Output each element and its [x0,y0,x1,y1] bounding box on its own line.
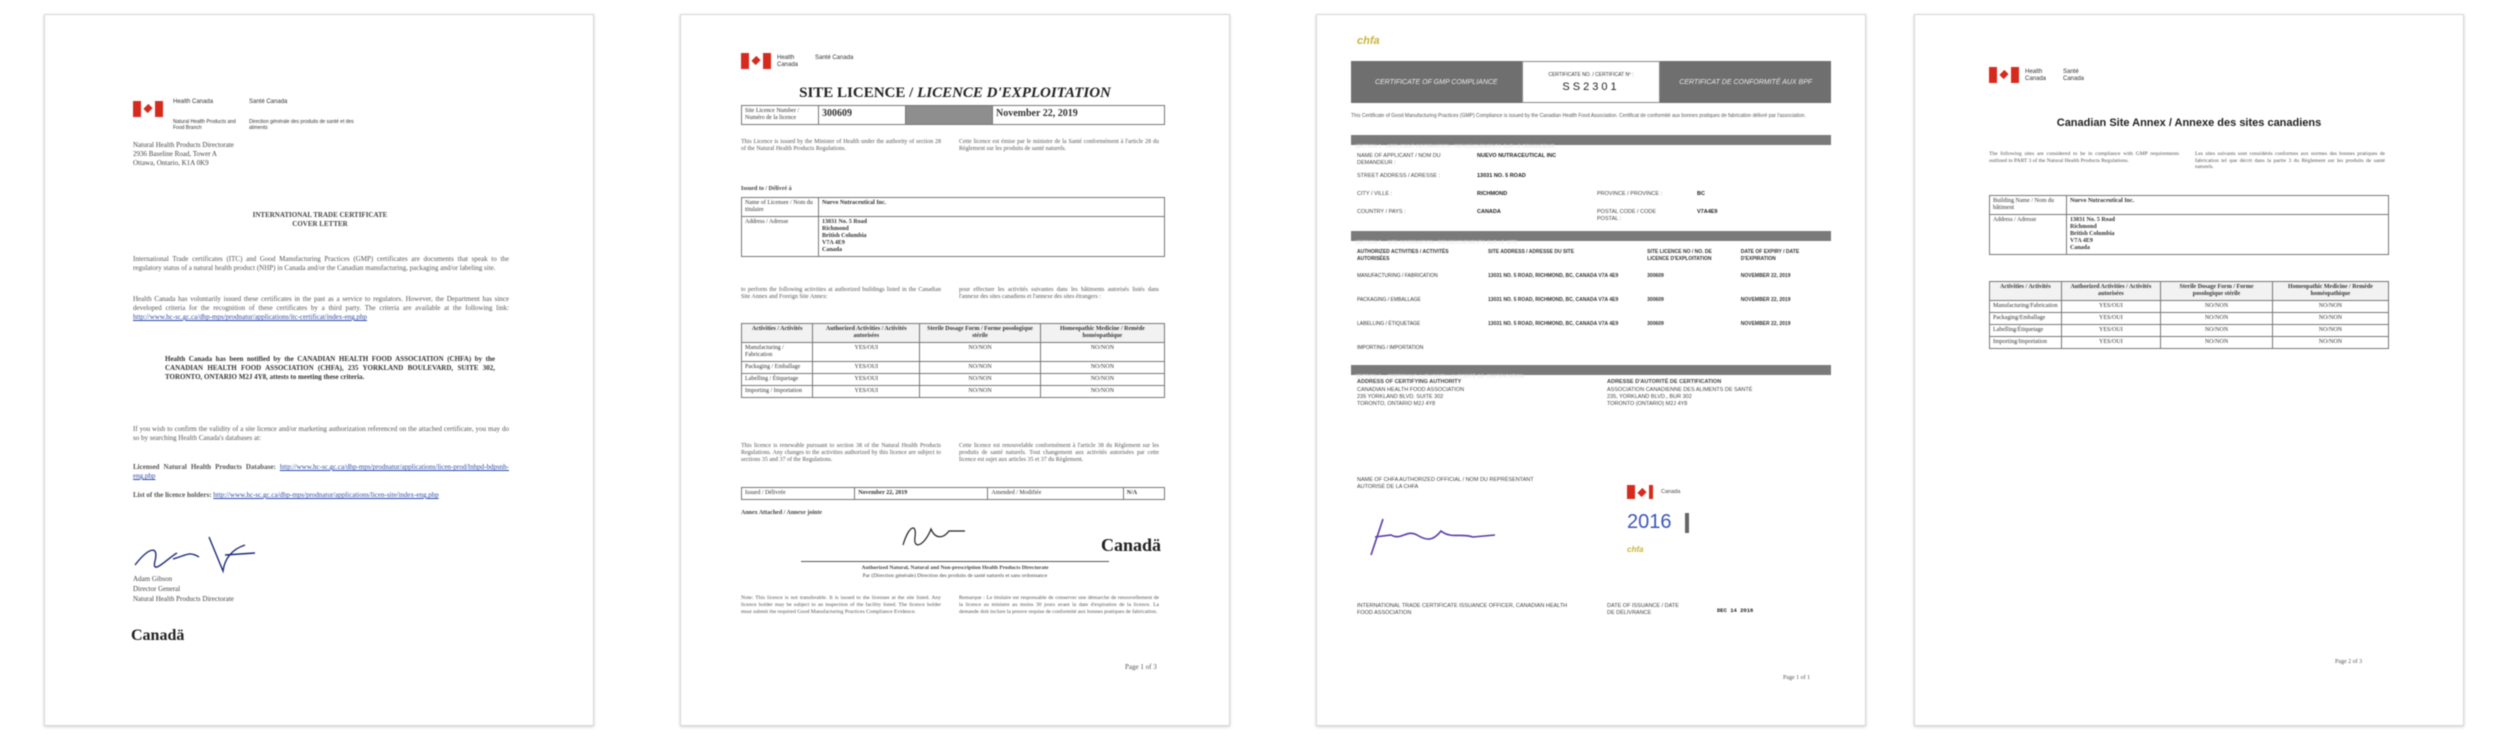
licence-title-en: SITE LICENCE / [799,85,918,101]
section-1-bar [1351,135,1831,150]
building-name: Nuevo Nutraceutical Inc. [2067,196,2389,215]
signer-name: Adam Gibson [133,575,173,583]
site-cell: 13031 NO. 5 ROAD, RICHMOND, BC, CANADA V7A 4E9 [1488,273,1619,279]
table-row [742,362,1165,374]
canada-wordmark: Canadä [131,627,185,644]
table-row [742,343,1165,362]
annex-activities-header-0: Activities / Activités [1990,282,2062,301]
licence-header-table [741,105,1165,125]
letter-title: INTERNATIONAL TRADE CERTIFICATE COVER LETTER [252,211,388,228]
chfa-small-logo: chfa [1627,545,1644,554]
country-value: CANADA [1477,209,1501,215]
table-row [1990,301,2389,313]
dept-name-en: Health Canada [777,55,799,68]
licence-activities-header-3: Homeopathic Medicine / Remède homéopathique [1040,324,1164,343]
official-label: NAME OF CHFA AUTHORIZED OFFICIAL / NOM DU REPRÉSENTANT AUTORISÉ DE LA CHFA [1357,477,1534,490]
licence-activities-cell: YES/OUI [813,386,920,398]
section-3-title: SECTION 3 – CERTIFYING AUTHORITY / AUTORITÉ DE CERTIFICATION [1355,374,1524,380]
site-licence-page [680,14,1230,726]
annex-activities-cell: Manufacturing/Fabrication [1990,301,2062,313]
certificate-header-band [1351,61,1831,103]
licence-activities-cell: NO/NON [1040,343,1164,362]
issuance-officer: INTERNATIONAL TRADE CERTIFICATE ISSUANCE OFFICER, CANADIAN HEALTH FOOD ASSOCIATION [1357,603,1568,616]
site-cell: NOVEMBER 22, 2019 [1740,297,1791,303]
site-cell: MANUFACTURING / FABRICATION [1357,273,1438,279]
certificate-intro: This Certificate of Good Manufacturing Practices (GMP) Compliance is issued by the Canadian Health Food Association. Certificat de conformité aux bonnes pratiques de fabrication délivré par l'association. [1351,113,1806,119]
chfa-logo: chfa [1357,35,1380,47]
issued-label: Issued / Délivrée [742,488,855,500]
annex-activities-header-2: Sterile Dosage Form / Forme posologique stérile [2161,282,2273,301]
dept-name-fr: Santé Canada [249,99,288,105]
annex-address: 13031 No. 5 Road Richmond British Columbia V7A 4E9 Canada [2067,215,2389,255]
postal-value: V7A4E9 [1697,209,1718,215]
director-signature [129,527,279,577]
licence-activities-cell: NO/NON [1040,386,1164,398]
annex-activities-cell: YES/OUI [2061,313,2160,325]
auth-text-en: to perform the following activities at authorized buildings listed in the Canadian Site Annex and Foreign Site Annex: [741,287,941,300]
criteria-link[interactable]: http://www.hc-sc.gc.ca/dhp-mps/prodnatur/applications/itc-certificat/index-eng.php [133,313,367,321]
postal-label: POSTAL CODE / CODE POSTAL : [1597,209,1656,222]
lnhpd-label: Licensed Natural Health Products Database: [133,463,276,471]
licensee-name: Nuevo Nutraceutical Inc. [819,198,1165,217]
licence-activities-cell: NO/NON [1040,374,1164,386]
stamp-mark [1685,513,1689,533]
licence-holders-reference [133,491,509,500]
annex-activities-cell: Labelling/Étiquetage [1990,325,2062,337]
authority-left-address: CANADIAN HEALTH FOOD ASSOCIATION 235 YORKLAND BLVD. SUITE 302 TORONTO, ONTARIO M2J 4Y8 [1357,387,1465,407]
annex-activities-cell: YES/OUI [2061,337,2160,349]
licence-activities-cell: NO/NON [920,362,1041,374]
lnhpd-reference [133,463,509,481]
licence-activities-cell: NO/NON [920,374,1041,386]
annex-title: Canadian Site Annex / Annexe des sites canadiens [2056,117,2322,129]
intro-en: This Licence is issued by the Minister of Health under the authority of section 28 of the Natural Health Products Regulations. [741,139,941,152]
certificate-number-box [1522,61,1661,103]
table-row [742,374,1165,386]
amended-label: Amended / Modifiée [988,488,1123,500]
annex-activities-cell: NO/NON [2272,301,2388,313]
certificate-number-label: CERTIFICATE NO. / CERTIFICAT Nº : [1548,71,1634,78]
annex-activities-cell: NO/NON [2161,313,2273,325]
annex-activities-cell: NO/NON [2161,325,2273,337]
dept-name-en: Health Canada [173,99,214,105]
canada-flag-icon [1627,485,1653,499]
dept-name-fr: Santé Canada [2063,69,2085,82]
province-label: PROVINCE / PROVINCE : [1597,191,1663,197]
annex-note: Annex Attached / Annexe jointe [741,510,822,516]
licence-holders-label: List of the licence holders: [133,491,212,499]
issuance-date-label: DATE OF ISSUANCE / DATE DE DÉLIVRANCE [1607,603,1679,616]
table-row [1990,325,2389,337]
annex-activities-table [1989,281,2389,349]
street-label: STREET ADDRESS / ADRESSE : [1357,173,1441,179]
site-cell: 13031 NO. 5 ROAD, RICHMOND, BC, CANADA V7A 4E9 [1488,321,1619,327]
licence-activities-cell: Manufacturing / Fabrication [742,343,813,362]
licence-activities-cell: Packaging / Emballage [742,362,813,374]
terms-fr: Cette licence est renouvelable conformément à l'article 38 du Règlement sur les produits de santé naturels. Tout changement aux activités autorisées par cette licence est sujet aux articles 35 et 37 du Règlement. [959,443,1159,463]
signature-caption-en: Authorized Natural, Natural and Non-prescription Health Products Directorate [861,565,1049,571]
header-left: CERTIFICATE OF GMP COMPLIANCE [1351,61,1522,103]
signer-title: Director General [133,585,181,593]
site-row [1357,321,1825,339]
annex-intro-en: The following sites are considered to be in compliance with GMP requirements outlined in PART 3 of the Natural Health Products Regulations. [1989,151,2179,164]
licence-activities-cell: YES/OUI [813,374,920,386]
canada-flag-icon [741,53,771,69]
licensee-label: Name of Licensee / Nom du titulaire [742,198,819,217]
chfa-official-signature [1361,511,1501,561]
licence-holders-link[interactable]: http://www.hc-sc.gc.ca/dhp-mps/prodnatur/applications/licen-site/index-eng.php [213,491,439,499]
site-cell: 300609 [1647,273,1664,279]
authority-right-address: ASSOCIATION CANADIENNE DES ALIMENTS DE SANTÉ 235, YORKLAND BLVD., BUR 302 TORONTO (ONTARIO) M2J 4Y8 [1607,387,1753,407]
note-fr: Remarque : Le titulaire est responsable de conserver une démarche de renouvellement de la licence au ministre au moins 30 jours avant la date d'expiration de la licence. La demande doit inclure la preuve requise de conformité aux bonnes pratiques de fabrication. [959,595,1159,615]
paragraph-criteria [133,295,509,322]
issued-to-label: Issued to / Délivré à [741,186,792,192]
annex-activities-cell: NO/NON [2161,301,2273,313]
branch-name-fr: Direction générale des produits de santé et des aliments [249,119,354,131]
annex-activities-cell: Importing/Importation [1990,337,2062,349]
licence-activities-cell: NO/NON [1040,362,1164,374]
issue-year-stamp: 2016 [1627,511,1672,533]
annex-activities-header-3: Homeopathic Medicine / Remède homéopathique [2272,282,2388,301]
street-value: 13031 NO. 5 ROAD [1477,173,1526,179]
licence-activities-cell: NO/NON [920,386,1041,398]
branch-name-en: Natural Health Products and Food Branch [173,119,236,131]
note-en: Note: This licence is not transferable. It is issued to the licensee at the site listed. Any licence holder may be subject to an inspection of the facility listed. The licence holder must submit the required Good Manufacturing Practices Compliance Evidence. [741,595,941,615]
certificate-number: SS2301 [1562,80,1620,93]
dept-name-fr: Santé Canada [815,55,854,61]
intro-fr: Cette licence est émise par le ministre de la Santé conformément à l'article 28 du Règlement sur les produits de santé naturels. [959,139,1159,152]
table-row [742,386,1165,398]
auth-text-fr: pour effectuer les activités suivantes dans les bâtiments autorisés listés dans l'annexe des sites canadiens et l'annexe des sites étrangers : [959,287,1159,300]
building-label: Building Name / Nom du bâtiment [1990,196,2067,215]
authorizing-signature [895,515,975,555]
city-value: RICHMOND [1477,191,1508,197]
dept-name-en: Health Canada [2025,69,2047,82]
page-number: Page 1 of 1 [1783,675,1811,681]
signature-line [801,561,1109,562]
section-3-bar [1351,365,1831,380]
licence-number: 300609 [819,106,906,125]
site-cell: LABELLING / ÉTIQUETAGE [1357,321,1421,327]
applicant-value: NUEVO NUTRACEUTICAL INC [1477,153,1557,159]
table-row [1990,337,2389,349]
licence-title [681,85,1229,102]
annex-activities-cell: Packaging/Emballage [1990,313,2062,325]
lnhpd-link[interactable]: http://www.hc-sc.gc.ca/dhp-mps/prodnatur/applications/licen-prod/lnhpd-bdpsnh-eng.php [133,463,509,480]
site-activities-list [1357,249,1825,369]
licence-activities-cell: YES/OUI [813,343,920,362]
annex-building-table [1989,195,2389,255]
issued-date: November 22, 2019 [855,488,988,500]
address-label: Address / Adresse [742,217,819,257]
site-cell: IMPORTING / IMPORTATION [1357,345,1424,351]
issue-info-table [741,487,1165,500]
site-column-header: SITE LICENCE NO / NO. DE LICENCE D'EXPLOITATION [1647,249,1712,262]
gmp-certificate-page [1316,14,1866,726]
site-list-header [1357,249,1825,267]
licence-activities-header-2: Sterile Dosage Form / Forme posologique stérile [920,324,1041,343]
site-cell: 300609 [1647,321,1664,327]
terms-en: This licence is renewable pursuant to section 38 of the Natural Health Products Regulations. Any changes to the activities authorized by this licence are subject to sections 35 and 37 of the Regulations. [741,443,941,463]
annex-address-label: Address / Adresse [1990,215,2067,255]
paragraph-chfa-notice: Health Canada has been notified by the CANADIAN HEALTH FOOD ASSOCIATION (CHFA) by the CANADIAN HEALTH FOOD ASSOCIATION (CHFA), 235 YORKLAND BOULEVARD, SUITE 302, TORONTO, ONTARIO M2J 4Y8, attests to meeting these criteria. [165,355,495,381]
annex-activities-cell: YES/OUI [2061,301,2160,313]
site-row [1357,345,1825,363]
annex-activities-cell: NO/NON [2272,337,2388,349]
annex-activities-cell: NO/NON [2272,325,2388,337]
activities-table [741,323,1165,398]
itc-cover-letter-page [44,14,594,726]
header-right: CERTIFICAT DE CONFORMITÉ AUX BPF [1660,61,1831,103]
annex-activities-cell: NO/NON [2272,313,2388,325]
site-row [1357,273,1825,291]
country-label: COUNTRY / PAYS : [1357,209,1406,215]
section-1-title: SECTION 1 – APPLICANT INFORMATION / RENSEIGNEMENTS SUR LE DEMANDEUR [1355,144,1555,150]
section-2-bar [1351,231,1831,246]
amended-value: N/A [1123,488,1164,500]
authority-left-label: ADDRESS OF CERTIFYING AUTHORITY [1357,379,1462,385]
annex-activities-cell: NO/NON [2161,337,2273,349]
paragraph-criteria-text: Health Canada has voluntarily issued these certificates in the past as a service to regulators. However, the Department has since developed criteria for the recognition of these certificates by a third party. The criteria are available at the following link: [133,295,509,312]
site-cell: NOVEMBER 22, 2019 [1740,321,1791,327]
licence-activities-cell: Labelling / Étiquetage [742,374,813,386]
site-cell: 13031 NO. 5 ROAD, RICHMOND, BC, CANADA V7A 4E9 [1488,297,1619,303]
authority-right-label: ADRESSE D'AUTORITÉ DE CERTIFICATION [1607,379,1722,385]
site-cell: NOVEMBER 22, 2019 [1740,273,1791,279]
site-cell: 300609 [1647,297,1664,303]
site-cell: PACKAGING / EMBALLAGE [1357,297,1421,303]
province-value: BC [1697,191,1705,197]
page-number: Page 2 of 3 [2335,659,2363,665]
licence-activities-header-1: Authorized Activities / Activités autorisées [813,324,920,343]
canadian-site-annex-page [1914,14,2464,726]
licence-activities-header-0: Activities / Activités [742,324,813,343]
licensee-table [741,197,1165,257]
canada-flag-icon [1989,67,2019,83]
licence-activities-cell: NO/NON [920,343,1041,362]
site-row [1357,297,1825,315]
table-row [1990,313,2389,325]
issuance-date: DEC 14 2016 [1717,607,1754,614]
page-number: Page 1 of 3 [1125,663,1157,671]
paragraph-itc-definition: International Trade certificates (ITC) and Good Manufacturing Practices (GMP) certificates are documents that speak to the regulatory status of a natural health product (NHP) in Canada and/or the Canadian manufacturing, packaging and/or labeling site. [133,255,509,272]
annex-activities-cell: YES/OUI [2061,325,2160,337]
canada-label: Canada [1661,489,1681,495]
licence-date: November 22, 2019 [993,106,1165,125]
signer-directorate: Natural Health Products Directorate [133,595,234,603]
site-column-header: AUTHORIZED ACTIVITIES / ACTIVITÉS AUTORISÉES [1357,249,1449,262]
annex-intro-fr: Les sites suivants sont considérés conformes aux normes des bonnes pratiques de fabrication tel que décrit dans la partie 3 du Règlement sur les produits de santé naturels. [2195,151,2385,170]
city-label: CITY / VILLE : [1357,191,1393,197]
site-column-header: SITE ADDRESS / ADRESSE DU SITE [1488,249,1575,255]
canada-flag-icon [133,101,163,117]
applicant-label: NAME OF APPLICANT / NOM DU DEMANDEUR : [1357,153,1441,166]
licence-number-label: Site Licence Number / Numéro de la licence [742,106,819,125]
directorate-address: Natural Health Products Directorate 2936 Baseline Road, Tower A Ottawa, Ontario, K1A 0K9 [133,141,234,167]
paragraph-validity: If you wish to confirm the validity of a site licence and/or marketing authorization referenced on the attached certificate, you may do so by searching Health Canada's databases at: [133,425,509,442]
site-column-header: DATE OF EXPIRY / DATE D'EXPIRATION [1740,249,1800,262]
licensee-address: 13031 No. 5 Road Richmond British Columbia V7A 4E9 Canada [819,217,1165,257]
licence-title-fr: LICENCE D'EXPLOITATION [917,85,1111,101]
signature-caption-fr: Par (Direction générale) Direction des produits de santé naturels et sans ordonnance [862,573,1048,579]
section-2-title: SECTION 2 – SITE INFORMATION / RENSEIGNEMENTS SUR LE SITE [1355,240,1518,246]
canada-wordmark: Canadä [1101,535,1162,555]
licence-activities-cell: YES/OUI [813,362,920,374]
annex-activities-header-1: Authorized Activities / Activités autorisées [2061,282,2160,301]
licence-activities-cell: Importing / Importation [742,386,813,398]
